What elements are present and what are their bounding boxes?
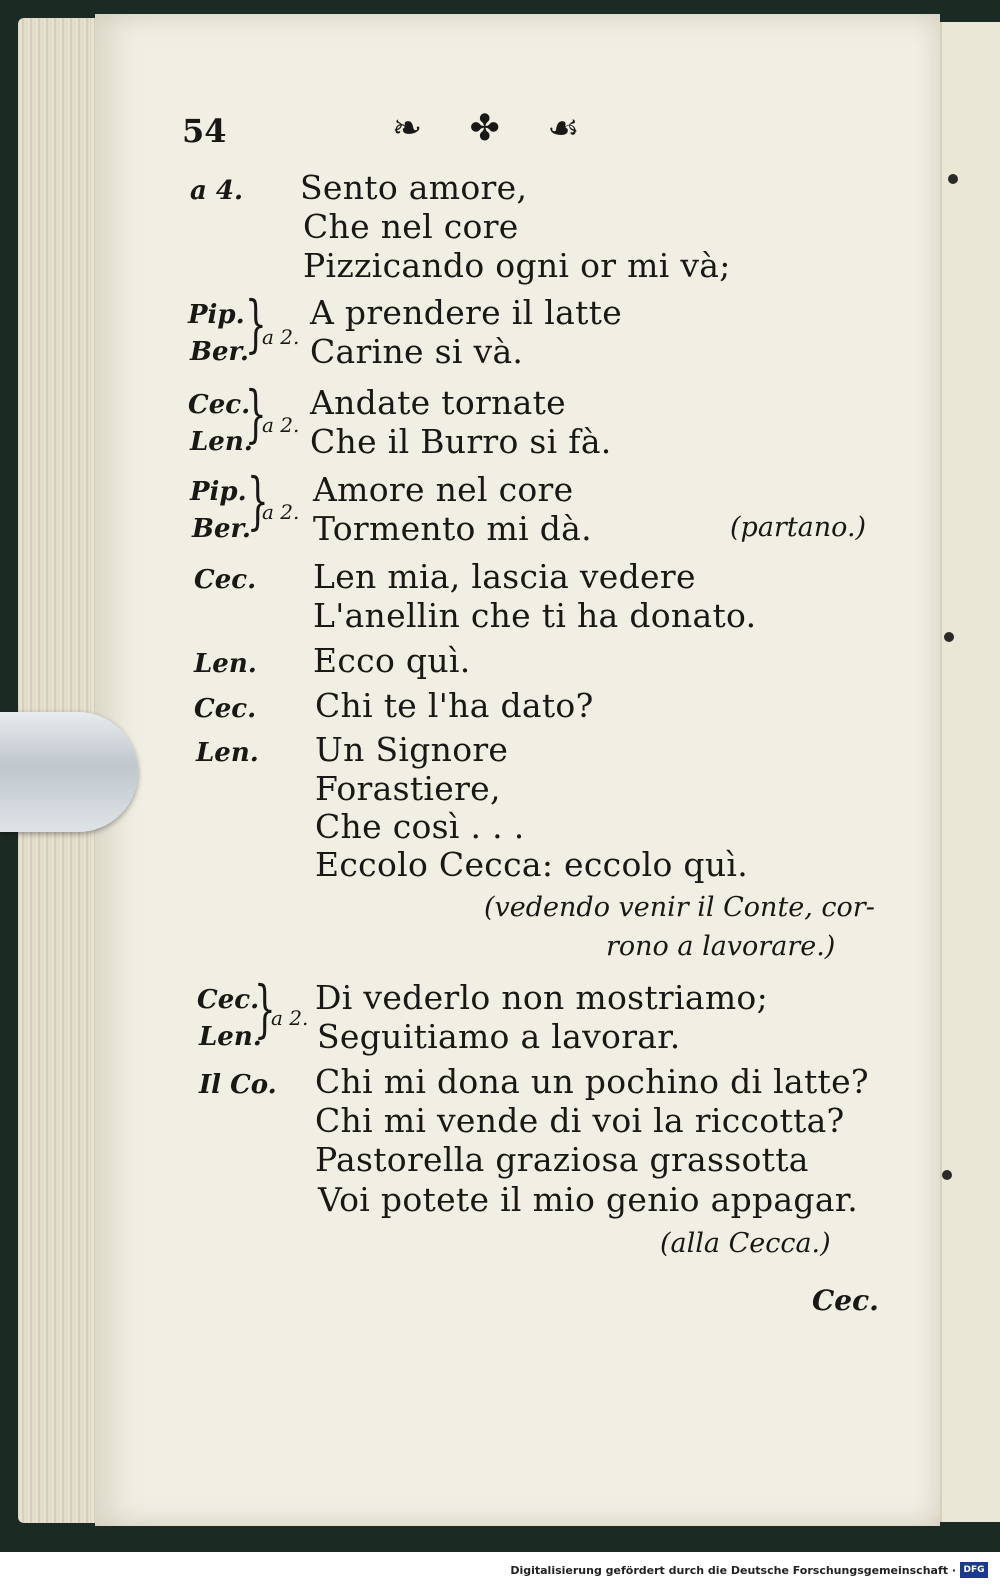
verse-line: Un Signore: [315, 730, 509, 769]
footer-credit: Digitalisierung gefördert durch die Deutsche Forschungsgemeinschaft ·: [510, 1564, 956, 1577]
stage-direction: (partano.): [730, 512, 867, 543]
verse-line: Di vederlo non mostriamo;: [315, 978, 769, 1017]
verse-line: Che il Burro si fà.: [310, 422, 612, 461]
together-marker: a 2.: [262, 500, 300, 524]
stage-direction: (alla Cecca.): [660, 1228, 831, 1259]
verse-line: Chi mi vende di voi la riccotta?: [315, 1101, 845, 1140]
binding-hole: [942, 1170, 952, 1180]
together-marker: a 2.: [262, 413, 300, 437]
verse-line: Chi te l'ha dato?: [315, 686, 594, 725]
speaker-label: Il Co.: [199, 1070, 277, 1100]
verse-line: A prendere il latte: [310, 293, 623, 332]
speaker-label: Cec.: [194, 565, 257, 595]
verse-line: Chi mi dona un pochino di latte?: [315, 1062, 869, 1101]
verse-line: Che così . . .: [315, 807, 525, 846]
binding-hole: [944, 632, 954, 642]
verse-line: Eccolo Cecca: eccolo quì.: [315, 845, 749, 884]
brace: }: [245, 377, 267, 450]
brace: }: [245, 287, 267, 360]
speaker-label: Len.: [196, 738, 259, 768]
digitization-footer: [0, 1552, 1000, 1596]
brace: }: [247, 464, 269, 537]
verse-line: Forastiere,: [315, 769, 501, 808]
together-marker: a 2.: [262, 325, 300, 349]
dfg-logo: DFG: [960, 1562, 988, 1578]
verse-line: Len mia, lascia vedere: [313, 557, 696, 596]
verse-line: Che nel core: [303, 207, 519, 246]
speaker-label: a 4.: [190, 176, 244, 206]
verse-line: Andate tornate: [310, 383, 566, 422]
verse-line: Carine si và.: [310, 332, 524, 371]
page-holder-clip: [0, 712, 138, 832]
brace: }: [254, 972, 276, 1045]
speaker-label: Ber.: [192, 514, 251, 544]
verse-line: Amore nel core: [313, 470, 574, 509]
speaker-label: Cec.: [194, 694, 257, 724]
binding-hole: [948, 174, 958, 184]
speaker-label: Pip.: [188, 300, 245, 330]
speaker-label: Ber.: [190, 337, 249, 367]
verse-line: Seguitiamo a lavorar.: [317, 1017, 681, 1056]
verse-line: Voi potete il mio genio appagar.: [318, 1180, 859, 1219]
verse-line: Sento amore,: [300, 168, 528, 207]
together-marker: a 2.: [271, 1006, 309, 1030]
speaker-label: Cec.: [197, 985, 260, 1015]
header-ornament: ❧ ✤ ☙: [392, 108, 598, 149]
speaker-label: Len.: [190, 427, 253, 457]
verse-line: Ecco quì.: [313, 641, 471, 680]
speaker-label: Cec.: [188, 390, 251, 420]
page-number: 54: [182, 112, 227, 150]
verse-line: Pizzicando ogni or mi và;: [303, 246, 731, 285]
facing-page-edge: [940, 22, 1000, 1522]
speaker-label: Len.: [194, 649, 257, 679]
verse-line: L'anellin che ti ha donato.: [313, 596, 757, 635]
verse-line: Pastorella graziosa grassotta: [315, 1140, 809, 1179]
speaker-label: Pip.: [190, 477, 247, 507]
stage-direction: (vedendo venir il Conte, cor-: [484, 892, 875, 923]
stage-direction: rono a lavorare.): [606, 931, 836, 962]
verse-line: Tormento mi dà.: [313, 509, 592, 548]
speaker-label: Len.: [199, 1022, 262, 1052]
catchword: Cec.: [812, 1284, 879, 1317]
